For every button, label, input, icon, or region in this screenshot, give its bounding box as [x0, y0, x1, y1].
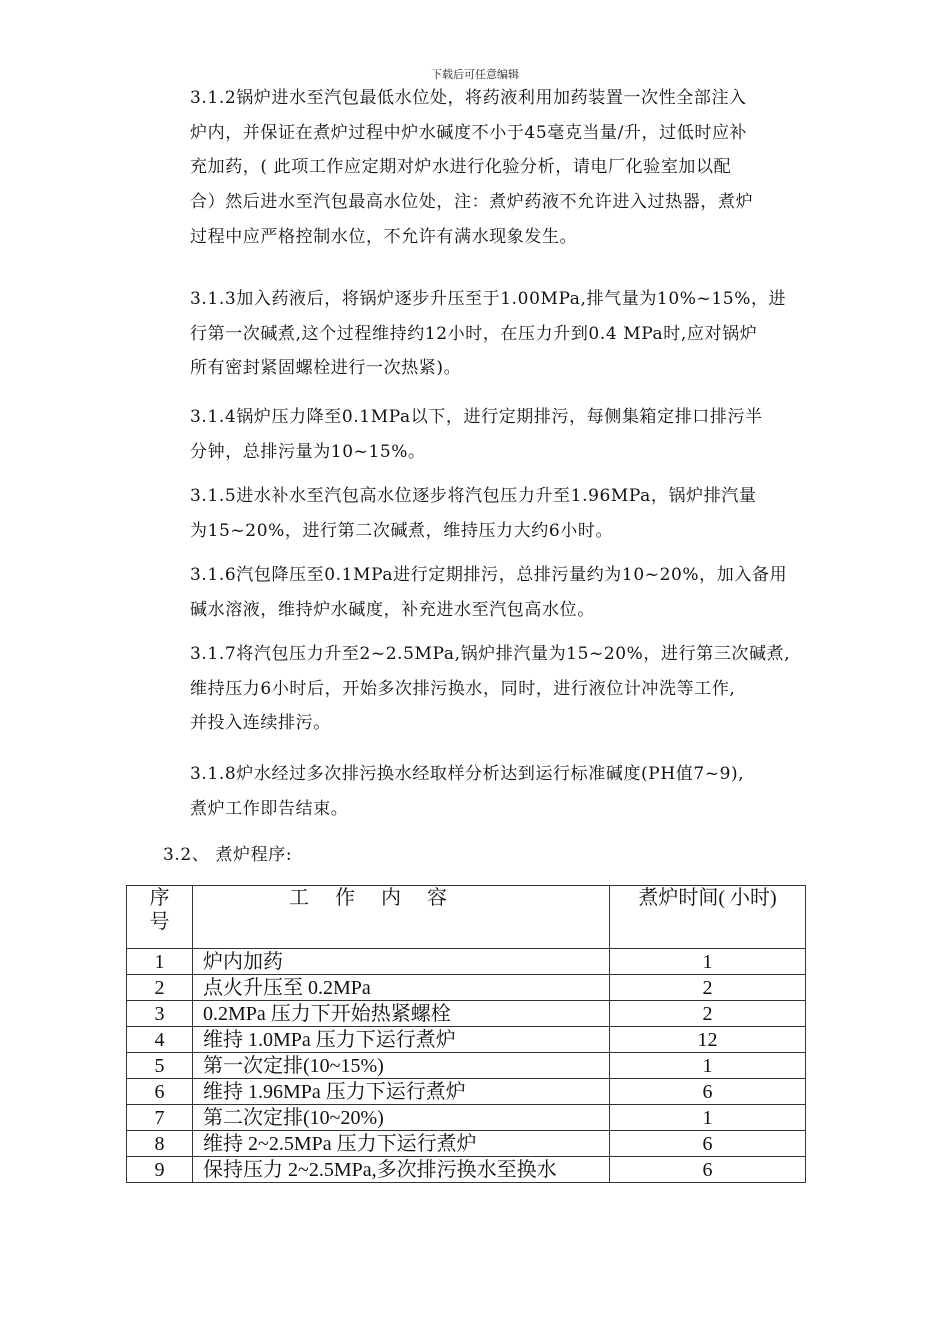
cell-no: 4 — [127, 1027, 193, 1053]
text-line: 充加药，( 此项工作应定期对炉水进行化验分析，请电厂化验室加以配 — [190, 157, 732, 178]
text-line: 煮炉工作即告结束。 — [190, 798, 349, 819]
text-line: 3.1.7将汽包压力升至2~2.5MPa,锅炉排汽量为15~20%，进行第三次碱煮, — [190, 644, 791, 664]
cell-time: 6 — [610, 1131, 806, 1157]
cell-content: 保持压力 2~2.5MPa,多次排污换水至换水 — [193, 1157, 610, 1183]
cell-no: 7 — [127, 1105, 193, 1131]
page-header: 下载后可任意编辑 — [431, 68, 519, 81]
table-row — [127, 1131, 806, 1157]
cell-content: 维持 1.96MPa 压力下运行煮炉 — [193, 1079, 610, 1105]
cell-content: 0.2MPa 压力下开始热紧螺栓 — [193, 1001, 610, 1027]
cell-content: 炉内加药 — [193, 949, 610, 975]
text-line: 碱水溶液，维持炉水碱度，补充进水至汽包高水位。 — [190, 599, 595, 620]
paragraph-3-1-8 — [190, 757, 815, 826]
text-line: 合）然后进水至汽包最高水位处，注：煮炉药液不允许进入过热器，煮炉 — [190, 192, 754, 213]
header-time: 煮炉时间( 小时) — [610, 886, 806, 949]
text-line: 炉内，并保证在煮炉过程中炉水碱度不小于45毫克当量/升，过低时应补 — [190, 122, 748, 143]
table-row — [127, 1053, 806, 1079]
table-row — [127, 975, 806, 1001]
cell-no: 1 — [127, 949, 193, 975]
boiling-procedure-table — [126, 885, 806, 1183]
table-row — [127, 1027, 806, 1053]
paragraph-3-1-3 — [190, 282, 815, 386]
text-line: 并投入连续排污。 — [190, 713, 331, 734]
cell-time: 6 — [610, 1157, 806, 1183]
cell-time: 2 — [610, 975, 806, 1001]
section-heading: 3.2、 煮炉程序: — [163, 845, 293, 865]
header-no — [127, 886, 193, 949]
cell-no: 2 — [127, 975, 193, 1001]
paragraph-3-1-4 — [190, 400, 815, 469]
header-content-label: 工作内容 — [289, 887, 473, 909]
cell-content: 维持 1.0MPa 压力下运行煮炉 — [193, 1027, 610, 1053]
table-header-row — [127, 886, 806, 949]
cell-time: 1 — [610, 949, 806, 975]
cell-content: 点火升压至 0.2MPa — [193, 975, 610, 1001]
cell-no: 9 — [127, 1157, 193, 1183]
cell-time: 1 — [610, 1105, 806, 1131]
text-line: 3.1.5进水补水至汽包高水位逐步将汽包压力升至1.96MPa，锅炉排汽量 — [190, 486, 757, 506]
cell-time: 6 — [610, 1079, 806, 1105]
text-line: 维持压力6小时后，开始多次排污换水，同时，进行液位计冲洗等工作, — [190, 678, 736, 699]
header-no-line2: 号 — [149, 911, 170, 933]
paragraph-3-1-7 — [190, 637, 815, 741]
text-line: 分钟，总排污量为10~15%。 — [190, 441, 426, 462]
paragraph-3-1-6 — [190, 558, 815, 627]
cell-no: 6 — [127, 1079, 193, 1105]
cell-no: 3 — [127, 1001, 193, 1027]
cell-time: 1 — [610, 1053, 806, 1079]
cell-content: 维持 2~2.5MPa 压力下运行煮炉 — [193, 1131, 610, 1157]
table-row — [127, 1105, 806, 1131]
cell-time: 12 — [610, 1027, 806, 1053]
paragraph-3-1-5 — [190, 479, 815, 548]
cell-no: 8 — [127, 1131, 193, 1157]
cell-time: 2 — [610, 1001, 806, 1027]
table-row — [127, 1001, 806, 1027]
cell-no: 5 — [127, 1053, 193, 1079]
text-line: 过程中应严格控制水位，不允许有满水现象发生。 — [190, 226, 578, 247]
text-line: 3.1.3加入药液后，将锅炉逐步升压至于1.00MPa,排气量为10%~15%，进 — [190, 289, 787, 309]
text-line: 3.1.6汽包降压至0.1MPa进行定期排污，总排污量约为10~20%，加入备用 — [190, 565, 788, 585]
table-row — [127, 1157, 806, 1183]
table-row — [127, 1079, 806, 1105]
cell-content: 第二次定排(10~20%) — [193, 1105, 610, 1131]
text-line: 3.1.4锅炉压力降至0.1MPa以下，进行定期排污，每侧集箱定排口排污半 — [190, 407, 763, 427]
text-line: 3.1.8炉水经过多次排污换水经取样分析达到运行标准碱度(PH值7~9), — [190, 764, 745, 784]
text-line: 3.1.2锅炉进水至汽包最低水位处，将药液利用加药装置一次性全部注入 — [190, 88, 747, 108]
header-no-line1: 序 — [149, 887, 170, 909]
text-line: 所有密封紧固螺栓进行一次热紧)。 — [190, 358, 462, 379]
cell-content: 第一次定排(10~15%) — [193, 1053, 610, 1079]
text-line: 为15~20%，进行第二次碱煮，维持压力大约6小时。 — [190, 520, 614, 541]
text-line: 行第一次碱煮,这个过程维持约12小时，在压力升到0.4 MPa时,应对锅炉 — [190, 323, 758, 344]
header-content — [193, 886, 610, 949]
paragraph-3-1-2 — [190, 81, 815, 254]
table-row — [127, 949, 806, 975]
